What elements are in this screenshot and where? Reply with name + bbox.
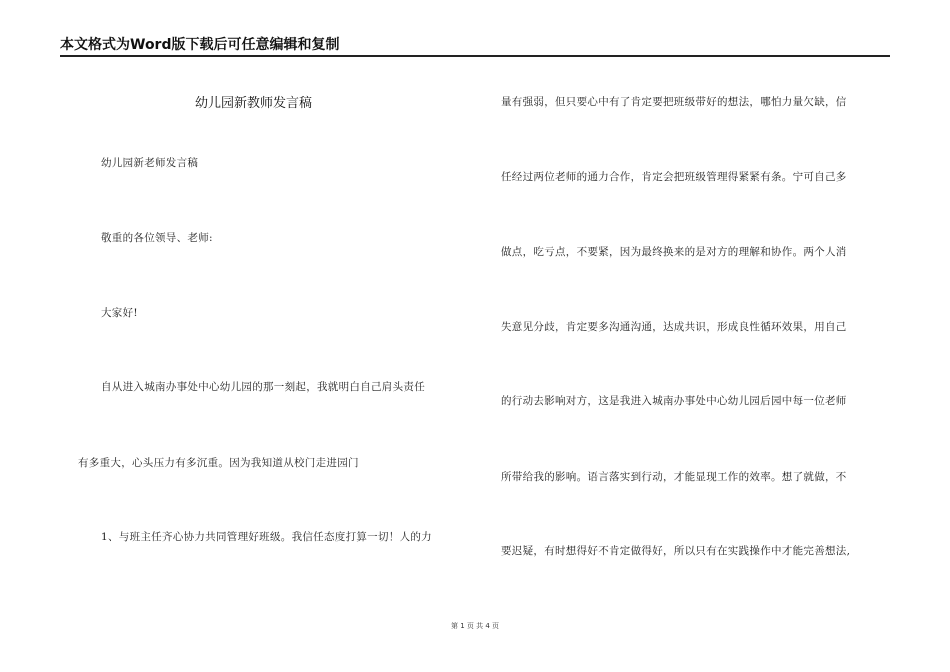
right-line: 做点，吃亏点，不要紧，因为最终换来的是对方的理解和协作。两个人消 <box>501 246 847 258</box>
left-line: 自从进入城南办事处中心幼儿园的那一刻起，我就明白自己肩头责任 <box>101 381 425 393</box>
right-line: 量有强弱，但只要心中有了肯定要把班级带好的想法，哪怕力量欠缺，信 <box>501 96 847 108</box>
left-line: 有多重大，心头压力有多沉重。因为我知道从校门走进园门 <box>78 457 359 469</box>
document-title: 幼儿园新教师发言稿 <box>195 96 313 111</box>
right-line: 所带给我的影响。语言落实到行动，才能显现工作的效率。想了就做，不 <box>501 471 847 483</box>
right-line: 要迟疑，有时想得好不肯定做得好，所以只有在实践操作中才能完善想法, <box>501 545 851 557</box>
left-line: 1、与班主任齐心协力共同管理好班级。我信任态度打算一切！人的力 <box>101 531 432 543</box>
left-line: 幼儿园新老师发言稿 <box>101 157 199 169</box>
left-line: 敬重的各位领导、老师: <box>101 232 213 244</box>
document-header-banner: 本文格式为Word版下载后可任意编辑和复制 <box>60 37 340 53</box>
right-line: 失意见分歧，肯定要多沟通沟通，达成共识，形成良性循环效果，用自己 <box>501 321 847 333</box>
left-line: 大家好! <box>101 307 138 319</box>
page-number-footer: 第 1 页 共 4 页 <box>450 622 500 630</box>
right-line: 的行动去影响对方，这是我进入城南办事处中心幼儿园后园中每一位老师 <box>501 395 847 407</box>
right-line: 任经过两位老师的通力合作，肯定会把班级管理得紧紧有条。宁可自己多 <box>501 171 847 183</box>
